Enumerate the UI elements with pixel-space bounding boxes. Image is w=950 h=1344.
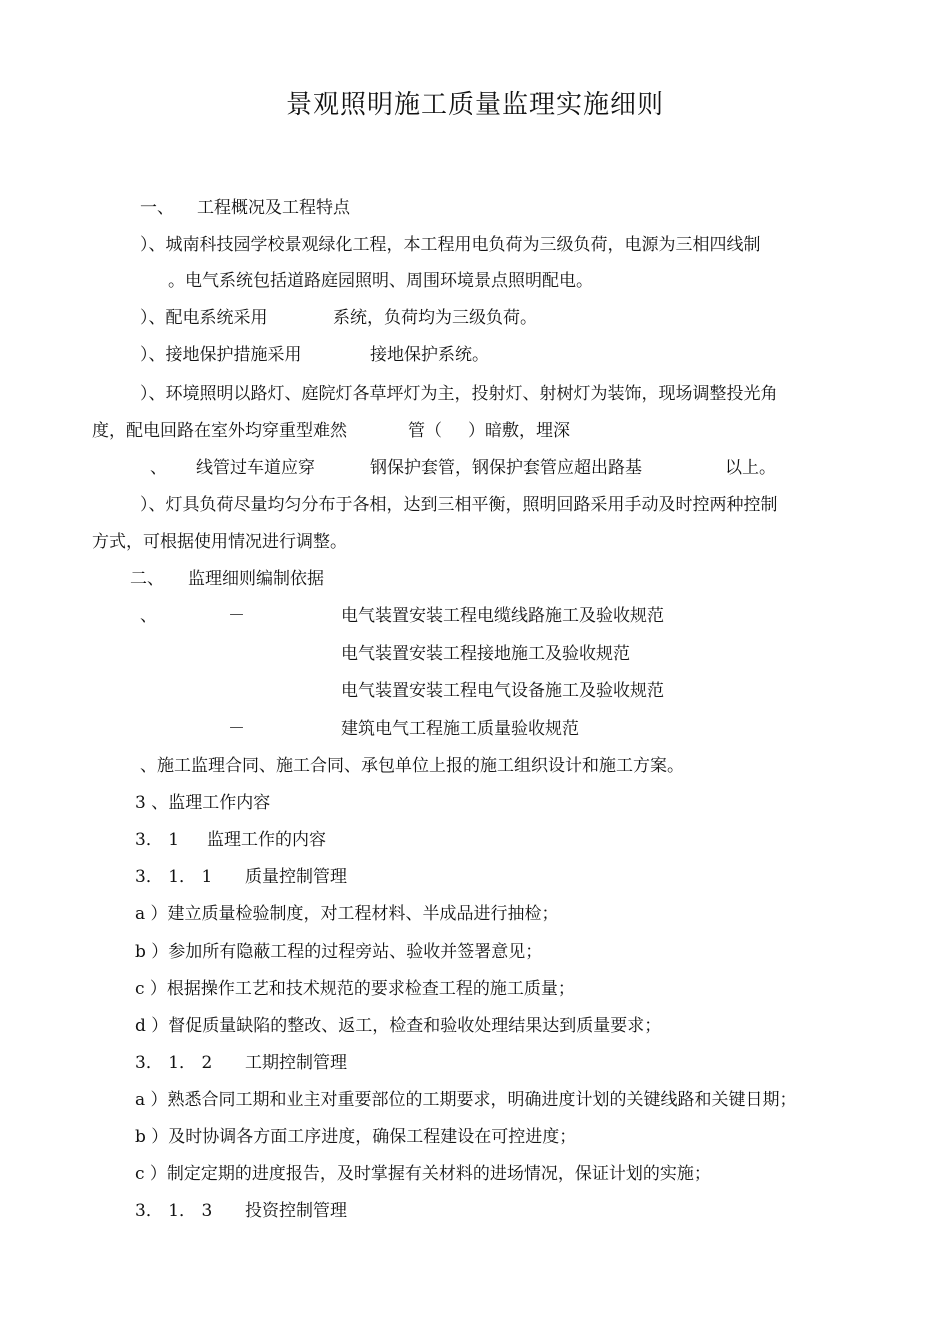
paragraph-4-line-2-part-2: 管（: [408, 421, 442, 441]
standard-4-code-dash: －: [228, 719, 245, 739]
subsection-3-1-2-number: 3． 1． 2: [135, 1053, 213, 1073]
subsection-3-1-1-title: 质量控制管理: [245, 867, 347, 887]
quality-item-c: c ）根据操作工艺和技术规范的要求检查工程的施工质量；: [135, 979, 575, 999]
paragraph-5-part-2: 钢保护套管，钢保护套管应超出路基: [370, 458, 642, 478]
paragraph-5-part-1: 线管过车道应穿: [196, 458, 315, 478]
subsection-3-1-3-number: 3． 1． 3: [135, 1201, 213, 1221]
schedule-item-a: a ）熟悉合同工期和业主对重要部位的工期要求，明确进度计划的关键线路和关键日期；: [135, 1090, 797, 1110]
subsection-3-1-title: 监理工作的内容: [207, 830, 326, 850]
paragraph-3-part-2: 接地保护系统。: [370, 345, 489, 365]
standard-3-title: 电气装置安装工程电气设备施工及验收规范: [341, 681, 664, 701]
paragraph-4-line-1: ）、环境照明以路灯、庭院灯各草坪灯为主，投射灯、射树灯为装饰，现场调整投光角: [140, 384, 778, 404]
subsection-3-1-3-title: 投资控制管理: [245, 1201, 347, 1221]
section3-heading: 3 、监理工作内容: [135, 793, 271, 813]
paragraph-3-part-1: ）、接地保护措施采用: [140, 345, 302, 365]
paragraph-1-line-1: ）、城南科技园学校景观绿化工程，本工程用电负荷为三级负荷，电源为三相四线制: [140, 235, 761, 255]
section1-heading: 工程概况及工程特点: [197, 198, 350, 218]
paragraph-6-line-2: 方式，可根据使用情况进行调整。: [92, 532, 347, 552]
contracts-basis: 、施工监理合同、施工合同、承包单位上报的施工组织设计和施工方案。: [140, 756, 684, 776]
quality-item-b: b ）参加所有隐蔽工程的过程旁站、验收并签署意见；: [135, 942, 543, 962]
document-title: 景观照明施工质量监理实施细则: [285, 90, 664, 120]
schedule-item-b: b ）及时协调各方面工序进度，确保工程建设在可控进度；: [135, 1127, 577, 1147]
paragraph-2-part-2: 系统，负荷均为三级负荷。: [333, 308, 537, 328]
quality-item-a: a ）建立质量检验制度，对工程材料、半成品进行抽检；: [135, 904, 559, 924]
section1-number: 一、: [140, 198, 174, 218]
section2-heading: 监理细则编制依据: [188, 569, 324, 589]
subsection-3-1-1-number: 3． 1． 1: [135, 867, 213, 887]
schedule-item-c: c ）制定定期的进度报告，及时掌握有关材料的进场情况，保证计划的实施；: [135, 1164, 711, 1184]
paragraph-4-line-2-part-3: ）暗敷，埋深: [468, 421, 570, 441]
standard-1-code-dash: －: [228, 606, 245, 626]
section2-number: 二、: [130, 569, 164, 589]
paragraph-1-line-2: 。电气系统包括道路庭园照明、周围环境景点照明配电。: [168, 271, 593, 291]
paragraph-4-line-2-part-1: 度，配电回路在室外均穿重型难然: [92, 421, 347, 441]
standard-4-title: 建筑电气工程施工质量验收规范: [341, 719, 579, 739]
subsection-3-1-number: 3． 1: [135, 830, 180, 850]
standards-item-prefix: 、: [140, 606, 157, 626]
paragraph-5-prefix: 、: [150, 458, 167, 478]
subsection-3-1-2-title: 工期控制管理: [245, 1053, 347, 1073]
standard-1-title: 电气装置安装工程电缆线路施工及验收规范: [341, 606, 664, 626]
standard-2-title: 电气装置安装工程接地施工及验收规范: [341, 644, 630, 664]
paragraph-5-part-3: 以上。: [725, 458, 776, 478]
paragraph-2-part-1: ）、配电系统采用: [140, 308, 268, 328]
paragraph-6-line-1: ）、灯具负荷尽量均匀分布于各相，达到三相平衡，照明回路采用手动及时控两种控制: [140, 495, 778, 515]
quality-item-d: d ）督促质量缺陷的整改、返工，检查和验收处理结果达到质量要求；: [135, 1016, 662, 1036]
